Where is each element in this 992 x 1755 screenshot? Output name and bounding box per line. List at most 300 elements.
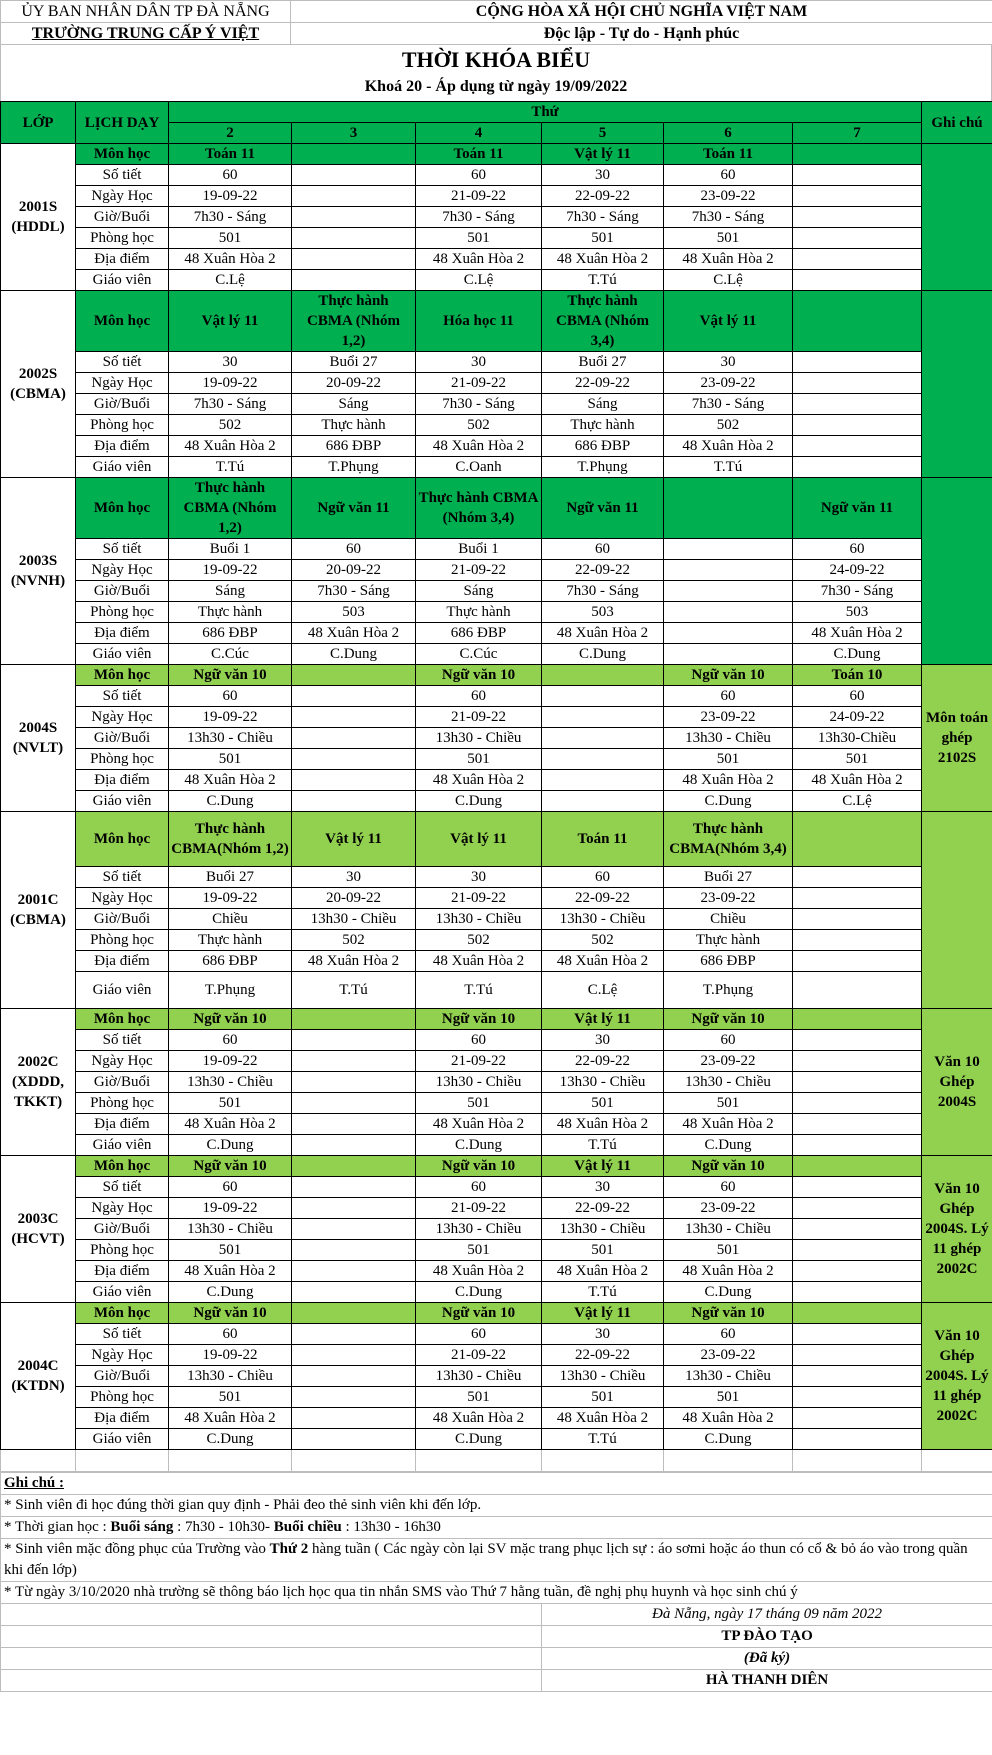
schedule-cell [292, 770, 416, 791]
schedule-cell: 23-09-22 [664, 1345, 793, 1366]
national-title: CỘNG HÒA XÃ HỘI CHỦ NGHĨA VIỆT NAM [291, 1, 992, 23]
schedule-cell: 20-09-22 [292, 560, 416, 581]
schedule-cell [292, 665, 416, 686]
schedule-cell: 7h30 - Sáng [169, 207, 292, 228]
schedule-cell: 502 [416, 930, 542, 951]
schedule-cell [542, 707, 664, 728]
schedule-cell [292, 1366, 416, 1387]
row-label: Số tiết [76, 165, 169, 186]
schedule-cell: 60 [664, 1324, 793, 1345]
schedule-cell: T.Tú [169, 457, 292, 478]
schedule-cell [793, 1240, 922, 1261]
row-label: Giờ/Buổi [76, 728, 169, 749]
row-label: Số tiết [76, 1030, 169, 1051]
schedule-cell: C.Lệ [664, 270, 793, 291]
schedule-cell: C.Lệ [542, 972, 664, 1009]
page-title: THỜI KHÓA BIỂU [0, 45, 992, 75]
row-label: Giờ/Buổi [76, 1366, 169, 1387]
schedule-cell: 48 Xuân Hòa 2 [416, 1261, 542, 1282]
schedule-cell [292, 1051, 416, 1072]
schedule-cell [793, 1072, 922, 1093]
school-name: TRƯỜNG TRUNG CẤP Ý VIỆT [1, 23, 291, 45]
schedule-cell: 501 [416, 749, 542, 770]
national-motto: Độc lập - Tự do - Hạnh phúc [291, 23, 992, 45]
schedule-cell [292, 1303, 416, 1324]
schedule-cell: 48 Xuân Hòa 2 [664, 436, 793, 457]
schedule-cell: 60 [169, 1324, 292, 1345]
schedule-cell: 22-09-22 [542, 1051, 664, 1072]
schedule-cell: 22-09-22 [542, 373, 664, 394]
schedule-cell: T.Tú [542, 1429, 664, 1450]
schedule-cell: 501 [793, 749, 922, 770]
schedule-cell: Thực hành CBMA (Nhóm 3,4) [416, 478, 542, 539]
schedule-cell: 48 Xuân Hòa 2 [416, 1114, 542, 1135]
schedule-cell [793, 1135, 922, 1156]
schedule-cell [793, 812, 922, 867]
schedule-cell: Vật lý 11 [292, 812, 416, 867]
schedule-cell: Ngữ văn 10 [664, 1303, 793, 1324]
schedule-cell: C.Dung [664, 1282, 793, 1303]
schedule-cell: 21-09-22 [416, 1198, 542, 1219]
col-header-lop: LỚP [1, 102, 76, 144]
schedule-cell [292, 1219, 416, 1240]
schedule-cell: 48 Xuân Hòa 2 [416, 770, 542, 791]
row-label: Môn học [76, 1303, 169, 1324]
schedule-cell [292, 1030, 416, 1051]
schedule-cell: 30 [542, 1324, 664, 1345]
col-header-thu: Thứ [169, 102, 922, 123]
schedule-cell: 60 [793, 539, 922, 560]
schedule-cell [793, 1156, 922, 1177]
schedule-cell: 19-09-22 [169, 373, 292, 394]
schedule-cell: 48 Xuân Hòa 2 [169, 1114, 292, 1135]
schedule-cell: 501 [416, 1387, 542, 1408]
day-header: 5 [542, 123, 664, 144]
schedule-cell: 60 [169, 1030, 292, 1051]
schedule-cell: 686 ĐBP [664, 951, 793, 972]
schedule-cell [542, 728, 664, 749]
schedule-cell: Vật lý 11 [169, 291, 292, 352]
schedule-cell: 48 Xuân Hòa 2 [292, 951, 416, 972]
schedule-cell: 503 [292, 602, 416, 623]
col-header-lich-day: LỊCH DẠY [76, 102, 169, 144]
class-name: 2004C (KTDN) [1, 1303, 76, 1450]
signature-department: TP ĐÀO TẠO [542, 1626, 992, 1648]
schedule-cell: Ngữ văn 10 [664, 665, 793, 686]
schedule-cell [292, 1408, 416, 1429]
row-label: Giờ/Buổi [76, 394, 169, 415]
schedule-cell: Thực hành CBMA (Nhóm 1,2) [292, 291, 416, 352]
schedule-cell: 503 [793, 602, 922, 623]
schedule-cell [793, 1114, 922, 1135]
schedule-cell: 13h30 - Chiều [292, 909, 416, 930]
schedule-cell: 13h30 - Chiều [542, 1072, 664, 1093]
class-name: 2002C (XDDD, TKKT) [1, 1009, 76, 1156]
schedule-cell: Thực hành CBMA(Nhóm 3,4) [664, 812, 793, 867]
schedule-cell: 7h30 - Sáng [664, 394, 793, 415]
schedule-cell: 501 [664, 749, 793, 770]
schedule-cell: 48 Xuân Hòa 2 [416, 1408, 542, 1429]
schedule-cell: 13h30 - Chiều [416, 1219, 542, 1240]
schedule-cell [793, 1324, 922, 1345]
row-label: Giờ/Buổi [76, 1072, 169, 1093]
schedule-cell [793, 394, 922, 415]
row-label: Số tiết [76, 1324, 169, 1345]
schedule-cell [793, 1303, 922, 1324]
row-label: Ngày Học [76, 707, 169, 728]
schedule-cell: 48 Xuân Hòa 2 [416, 951, 542, 972]
schedule-cell: 21-09-22 [416, 560, 542, 581]
schedule-cell [664, 581, 793, 602]
signature-status: (Đã ký) [542, 1648, 992, 1670]
schedule-cell: 60 [664, 165, 793, 186]
schedule-cell: 22-09-22 [542, 1345, 664, 1366]
schedule-cell: 60 [664, 1030, 793, 1051]
schedule-cell: Hóa học 11 [416, 291, 542, 352]
schedule-cell: 13h30 - Chiều [542, 1219, 664, 1240]
schedule-cell: C.Dung [664, 1135, 793, 1156]
schedule-cell [793, 930, 922, 951]
schedule-cell: 22-09-22 [542, 888, 664, 909]
row-label: Môn học [76, 1009, 169, 1030]
schedule-cell: 686 ĐBP [542, 436, 664, 457]
schedule-cell: 13h30 - Chiều [542, 909, 664, 930]
row-label: Môn học [76, 812, 169, 867]
schedule-cell [793, 165, 922, 186]
schedule-cell: Ngữ văn 10 [169, 665, 292, 686]
timetable [0, 101, 992, 1472]
schedule-cell: 21-09-22 [416, 707, 542, 728]
schedule-cell: 20-09-22 [292, 888, 416, 909]
schedule-cell [793, 1198, 922, 1219]
schedule-cell: Chiều [664, 909, 793, 930]
schedule-cell: 13h30 - Chiều [416, 728, 542, 749]
page-subtitle: Khoá 20 - Áp dụng từ ngày 19/09/2022 [0, 75, 992, 101]
row-label: Số tiết [76, 867, 169, 888]
schedule-cell: 30 [292, 867, 416, 888]
schedule-cell: 502 [169, 415, 292, 436]
schedule-cell: 21-09-22 [416, 186, 542, 207]
schedule-cell: Sáng [416, 581, 542, 602]
schedule-cell: 23-09-22 [664, 373, 793, 394]
schedule-cell [292, 270, 416, 291]
row-label: Ngày Học [76, 888, 169, 909]
schedule-cell: Thực hành CBMA(Nhóm 1,2) [169, 812, 292, 867]
schedule-cell [793, 1345, 922, 1366]
schedule-cell: Ngữ văn 10 [664, 1009, 793, 1030]
schedule-cell [542, 749, 664, 770]
schedule-cell: 13h30 - Chiều [664, 1219, 793, 1240]
schedule-cell: 501 [169, 1093, 292, 1114]
schedule-cell: 13h30 - Chiều [169, 1366, 292, 1387]
class-note [922, 812, 992, 1009]
schedule-cell: Buổi 27 [169, 867, 292, 888]
schedule-cell: 60 [542, 539, 664, 560]
schedule-cell [793, 1366, 922, 1387]
schedule-cell [292, 228, 416, 249]
schedule-cell: 60 [664, 1177, 793, 1198]
schedule-cell: 48 Xuân Hòa 2 [169, 770, 292, 791]
schedule-cell: Buổi 27 [292, 352, 416, 373]
class-name: 2003S (NVNH) [1, 478, 76, 665]
schedule-cell: 13h30 - Chiều [542, 1366, 664, 1387]
row-label: Địa điểm [76, 249, 169, 270]
schedule-cell: Chiều [169, 909, 292, 930]
schedule-cell: Thực hành [169, 602, 292, 623]
schedule-cell: 48 Xuân Hòa 2 [542, 951, 664, 972]
row-label: Giáo viên [76, 270, 169, 291]
day-header: 4 [416, 123, 542, 144]
schedule-cell: Ngữ văn 11 [793, 478, 922, 539]
schedule-cell: 501 [664, 1093, 793, 1114]
schedule-cell [793, 373, 922, 394]
schedule-cell: 30 [664, 352, 793, 373]
schedule-cell: C.Cúc [169, 644, 292, 665]
schedule-cell: C.Dung [169, 1282, 292, 1303]
schedule-cell: T.Tú [664, 457, 793, 478]
schedule-cell: C.Cúc [416, 644, 542, 665]
row-label: Giờ/Buổi [76, 1219, 169, 1240]
schedule-cell: C.Dung [169, 791, 292, 812]
note-line-sms: * Từ ngày 3/10/2020 nhà trường sẽ thông báo lịch học qua tin nhắn SMS vào Thứ 7 hằng tuần, đề nghị phụ huynh và học sinh chú ý [1, 1582, 992, 1604]
schedule-cell [292, 1345, 416, 1366]
schedule-cell: 13h30 - Chiều [169, 728, 292, 749]
schedule-cell: T.Tú [542, 1135, 664, 1156]
schedule-cell [292, 165, 416, 186]
schedule-cell: Buổi 1 [416, 539, 542, 560]
class-note: Môn toán ghép 2102S [922, 665, 992, 812]
class-name: 2001C (CBMA) [1, 812, 76, 1009]
schedule-cell: 7h30 - Sáng [793, 581, 922, 602]
signature-date: Đà Nẵng, ngày 17 tháng 09 năm 2022 [542, 1604, 992, 1626]
schedule-cell: 501 [542, 1093, 664, 1114]
schedule-cell: Ngữ văn 10 [169, 1009, 292, 1030]
schedule-cell: T.Tú [542, 1282, 664, 1303]
schedule-cell [664, 623, 793, 644]
schedule-cell: 60 [416, 165, 542, 186]
schedule-cell: C.Dung [416, 791, 542, 812]
row-label: Địa điểm [76, 623, 169, 644]
row-label: Giáo viên [76, 457, 169, 478]
schedule-cell [292, 1282, 416, 1303]
schedule-cell [664, 602, 793, 623]
schedule-cell: Thực hành CBMA (Nhóm 3,4) [542, 291, 664, 352]
schedule-cell: Thực hành [664, 930, 793, 951]
schedule-cell: C.Lệ [416, 270, 542, 291]
row-label: Số tiết [76, 539, 169, 560]
class-note: Văn 10 Ghép 2004S [922, 1009, 992, 1156]
schedule-cell: 21-09-22 [416, 373, 542, 394]
schedule-cell [292, 1324, 416, 1345]
row-label: Giáo viên [76, 1282, 169, 1303]
day-header: 6 [664, 123, 793, 144]
schedule-cell: 19-09-22 [169, 1051, 292, 1072]
note-line-time: * Thời gian học : Buổi sáng : 7h30 - 10h30- Buổi chiều : 13h30 - 16h30 [1, 1517, 992, 1539]
schedule-cell: 48 Xuân Hòa 2 [664, 770, 793, 791]
schedule-cell [542, 791, 664, 812]
schedule-cell [793, 207, 922, 228]
schedule-cell: C.Dung [416, 1429, 542, 1450]
row-label: Địa điểm [76, 770, 169, 791]
schedule-cell: 13h30-Chiều [793, 728, 922, 749]
schedule-cell [793, 291, 922, 352]
schedule-cell [793, 867, 922, 888]
schedule-cell: 501 [169, 228, 292, 249]
row-label: Phòng học [76, 228, 169, 249]
schedule-cell: Sáng [169, 581, 292, 602]
schedule-cell: C.Dung [292, 644, 416, 665]
schedule-cell: 501 [664, 228, 793, 249]
schedule-cell: Thực hành [169, 930, 292, 951]
row-label: Ngày Học [76, 560, 169, 581]
schedule-cell: C.Lệ [169, 270, 292, 291]
schedule-cell [292, 249, 416, 270]
schedule-cell: Toán 11 [416, 144, 542, 165]
schedule-cell: 21-09-22 [416, 888, 542, 909]
schedule-cell [793, 457, 922, 478]
schedule-cell: C.Dung [416, 1135, 542, 1156]
schedule-cell [292, 749, 416, 770]
note-line-uniform: * Sinh viên mặc đồng phục của Trường vào Thứ 2 hàng tuần ( Các ngày còn lại SV mặc trang phục lịch sự : áo sơmi hoặc áo thun có cổ & bỏ áo vào trong quần khi đến lớp) [1, 1539, 992, 1582]
schedule-cell: 30 [416, 352, 542, 373]
schedule-cell: 501 [416, 1093, 542, 1114]
schedule-cell [793, 1282, 922, 1303]
schedule-cell: Ngữ văn 10 [664, 1156, 793, 1177]
schedule-cell: T.Phụng [542, 457, 664, 478]
col-header-ghi-chu: Ghi chú [922, 102, 992, 144]
schedule-cell: 30 [169, 352, 292, 373]
schedule-cell: Thực hành CBMA (Nhóm 1,2) [169, 478, 292, 539]
schedule-cell [292, 186, 416, 207]
schedule-cell [542, 686, 664, 707]
schedule-cell: 48 Xuân Hòa 2 [542, 623, 664, 644]
schedule-cell: 19-09-22 [169, 560, 292, 581]
schedule-cell: 23-09-22 [664, 888, 793, 909]
class-note [922, 478, 992, 665]
row-label: Địa điểm [76, 1261, 169, 1282]
row-label: Phòng học [76, 602, 169, 623]
row-label: Ngày Học [76, 186, 169, 207]
schedule-cell: 48 Xuân Hòa 2 [169, 1261, 292, 1282]
schedule-cell: Ngữ văn 10 [169, 1156, 292, 1177]
class-note: Văn 10 Ghép 2004S. Lý 11 ghép 2002C [922, 1303, 992, 1450]
schedule-cell: C.Dung [664, 1429, 793, 1450]
schedule-cell: 20-09-22 [292, 373, 416, 394]
schedule-cell: 22-09-22 [542, 186, 664, 207]
schedule-cell: 7h30 - Sáng [542, 207, 664, 228]
class-name: 2002S (CBMA) [1, 291, 76, 478]
schedule-cell: Toán 11 [169, 144, 292, 165]
schedule-cell: Ngữ văn 10 [169, 1303, 292, 1324]
schedule-cell: 13h30 - Chiều [416, 1366, 542, 1387]
schedule-cell: 60 [664, 686, 793, 707]
schedule-cell: 23-09-22 [664, 707, 793, 728]
schedule-cell: Toán 11 [664, 144, 793, 165]
schedule-cell: 48 Xuân Hòa 2 [416, 436, 542, 457]
schedule-cell: 60 [416, 686, 542, 707]
schedule-cell [793, 144, 922, 165]
schedule-cell: 60 [416, 1177, 542, 1198]
class-name: 2004S (NVLT) [1, 665, 76, 812]
schedule-cell: T.Phụng [169, 972, 292, 1009]
schedule-cell [793, 270, 922, 291]
schedule-cell: Buổi 1 [169, 539, 292, 560]
schedule-cell: Ngữ văn 10 [416, 1303, 542, 1324]
row-label: Ngày Học [76, 1345, 169, 1366]
notes-section [0, 1472, 992, 1692]
schedule-cell [292, 686, 416, 707]
schedule-cell: Sáng [542, 394, 664, 415]
row-label: Phòng học [76, 1387, 169, 1408]
schedule-cell [292, 1387, 416, 1408]
schedule-cell: Vật lý 11 [542, 144, 664, 165]
schedule-cell [793, 1051, 922, 1072]
schedule-cell: 19-09-22 [169, 186, 292, 207]
schedule-cell: 23-09-22 [664, 186, 793, 207]
schedule-cell [664, 560, 793, 581]
schedule-cell: Thực hành [416, 602, 542, 623]
row-label: Giờ/Buổi [76, 909, 169, 930]
schedule-cell: 48 Xuân Hòa 2 [664, 249, 793, 270]
schedule-cell [793, 1030, 922, 1051]
schedule-cell: 501 [542, 1387, 664, 1408]
day-header: 3 [292, 123, 416, 144]
row-label: Giáo viên [76, 644, 169, 665]
schedule-cell: 23-09-22 [664, 1198, 793, 1219]
schedule-cell: 502 [292, 930, 416, 951]
schedule-cell: 7h30 - Sáng [292, 581, 416, 602]
schedule-cell: 501 [542, 228, 664, 249]
schedule-cell: 501 [169, 1240, 292, 1261]
schedule-cell: 7h30 - Sáng [416, 394, 542, 415]
class-name: 2003C (HCVT) [1, 1156, 76, 1303]
schedule-cell: 686 ĐBP [169, 951, 292, 972]
schedule-cell [292, 1093, 416, 1114]
notes-heading: Ghi chú : [1, 1473, 992, 1495]
schedule-cell: 30 [542, 1030, 664, 1051]
schedule-cell: T.Phụng [664, 972, 793, 1009]
schedule-cell [793, 1408, 922, 1429]
schedule-cell: C.Oanh [416, 457, 542, 478]
schedule-cell: 24-09-22 [793, 707, 922, 728]
schedule-cell: T.Phụng [292, 457, 416, 478]
row-label: Môn học [76, 291, 169, 352]
schedule-cell: 48 Xuân Hòa 2 [542, 1114, 664, 1135]
schedule-cell [664, 539, 793, 560]
schedule-cell: 21-09-22 [416, 1051, 542, 1072]
row-label: Giáo viên [76, 972, 169, 1009]
schedule-cell: 501 [169, 1387, 292, 1408]
row-label: Giáo viên [76, 1429, 169, 1450]
schedule-cell [793, 249, 922, 270]
schedule-cell [292, 1240, 416, 1261]
schedule-cell: 686 ĐBP [416, 623, 542, 644]
schedule-cell: 7h30 - Sáng [416, 207, 542, 228]
schedule-cell: Ngữ văn 10 [416, 1009, 542, 1030]
schedule-cell: 48 Xuân Hòa 2 [169, 436, 292, 457]
schedule-cell: 60 [169, 1177, 292, 1198]
schedule-cell: 19-09-22 [169, 888, 292, 909]
schedule-cell: C.Dung [793, 644, 922, 665]
row-label: Phòng học [76, 749, 169, 770]
schedule-cell: 60 [416, 1324, 542, 1345]
schedule-cell: 60 [416, 1030, 542, 1051]
schedule-cell: 501 [416, 228, 542, 249]
schedule-cell: 48 Xuân Hòa 2 [542, 249, 664, 270]
row-label: Giờ/Buổi [76, 207, 169, 228]
row-label: Địa điểm [76, 436, 169, 457]
schedule-cell: 60 [292, 539, 416, 560]
